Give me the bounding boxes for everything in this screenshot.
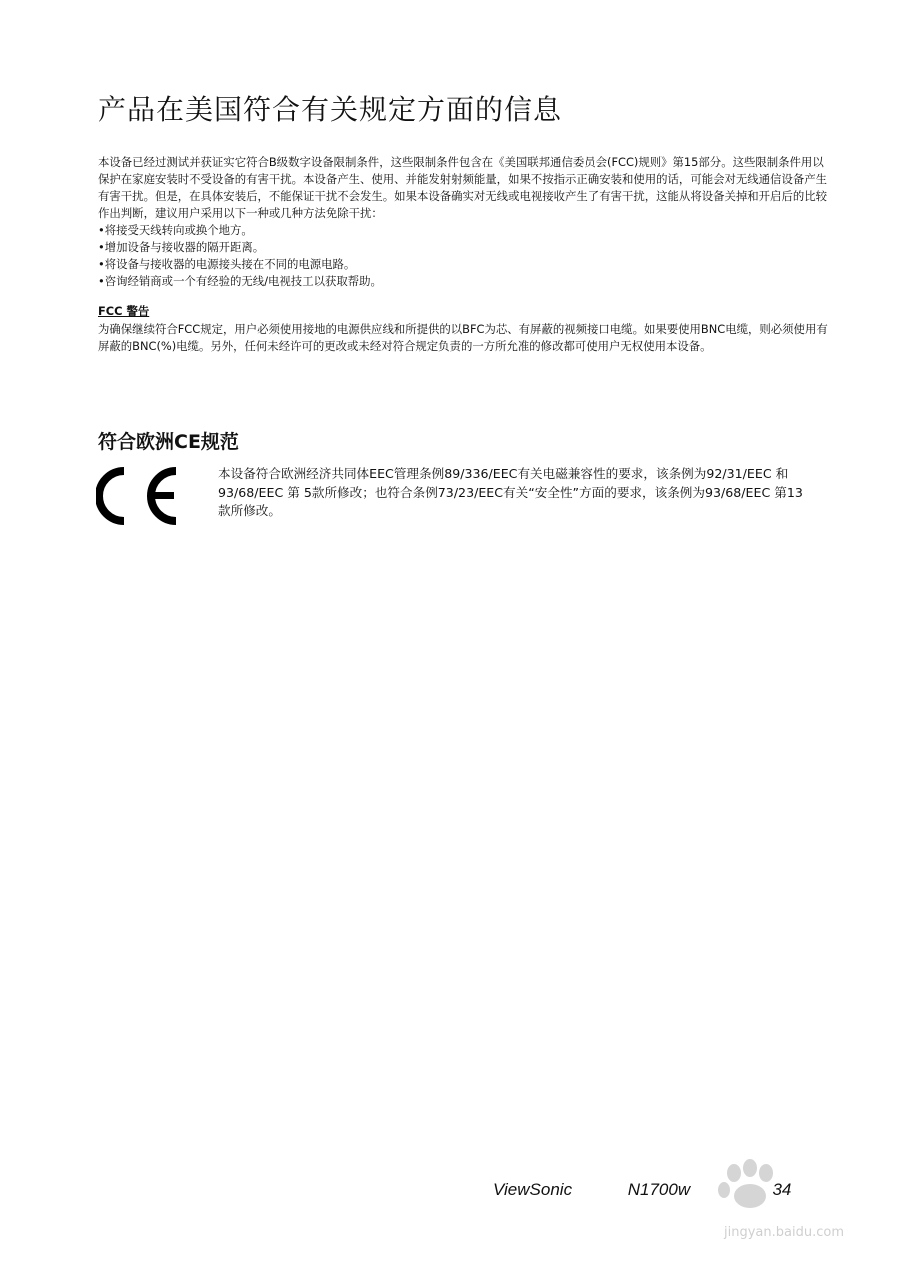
baidu-watermark-logo (694, 1148, 874, 1258)
list-item: •将接受天线转向或换个地方。 (98, 223, 253, 237)
page-number: 34 (772, 1180, 792, 1199)
ce-section-title: 符合欧洲CE规范 (98, 431, 239, 453)
list-item: •咨询经销商或一个有经验的无线/电视技工以获取帮助。 (98, 274, 382, 288)
fcc-compliance-section (98, 154, 828, 290)
fcc-paragraph: 本设备已经过测试并获证实它符合B级数字设备限制条件，这些限制条件包含在《美国联邦通信委员会(FCC)规则》第15部分。这些限制条件用以保护在家庭安装时不受设备的有害干扰。本设备产生、使用、并能发射射频能量，如果不按指示正确安装和使用的话，可能会对无线通信设备产生有害干扰。但是，在具体安装后，不能保证干扰不会发生。如果本设备确实对无线或电视接收产生了有害干扰，这能从将设备关掉和开启后的比较作出判断，建议用户采用以下一种或几种方法免除干扰： (98, 155, 828, 220)
ce-compliance-text: 本设备符合欧洲经济共同体EEC管理条例89/336/EEC有关电磁兼容性的要求，该条例为92/31/EEC 和93/68/EEC 第 5款所修改；也符合条例73/23/EEC有关“安全性”方面的要求，该条例为93/68/EEC 第13 款所修改。 (218, 466, 803, 518)
fcc-bullet-list (98, 222, 828, 290)
watermark-url: jingyan.baidu.com (724, 1225, 844, 1240)
fcc-warning-section (98, 303, 828, 355)
footer-model: N1700w (627, 1180, 691, 1199)
fcc-warning-title: FCC 警告 (98, 304, 150, 318)
page-title: 产品在美国符合有关规定方面的信息 (98, 93, 563, 126)
footer-brand: ViewSonic (493, 1180, 573, 1199)
list-item: •增加设备与接收器的隔开距离。 (98, 240, 265, 254)
ce-mark-logo (96, 465, 182, 527)
list-item: •将设备与接收器的电源接头接在不同的电源电路。 (98, 257, 356, 271)
fcc-warning-text: 为确保继续符合FCC规定，用户必须使用接地的电源供应线和所提供的以BFC为芯、有屏蔽的视频接口电缆。如果要使用BNC电缆，则必须使用有屏蔽的BNC(%)电缆。另外，任何未经许可的更改或未经对符合规定负责的一方所允准的修改都可使用户无权使用本设备。 (98, 322, 828, 353)
